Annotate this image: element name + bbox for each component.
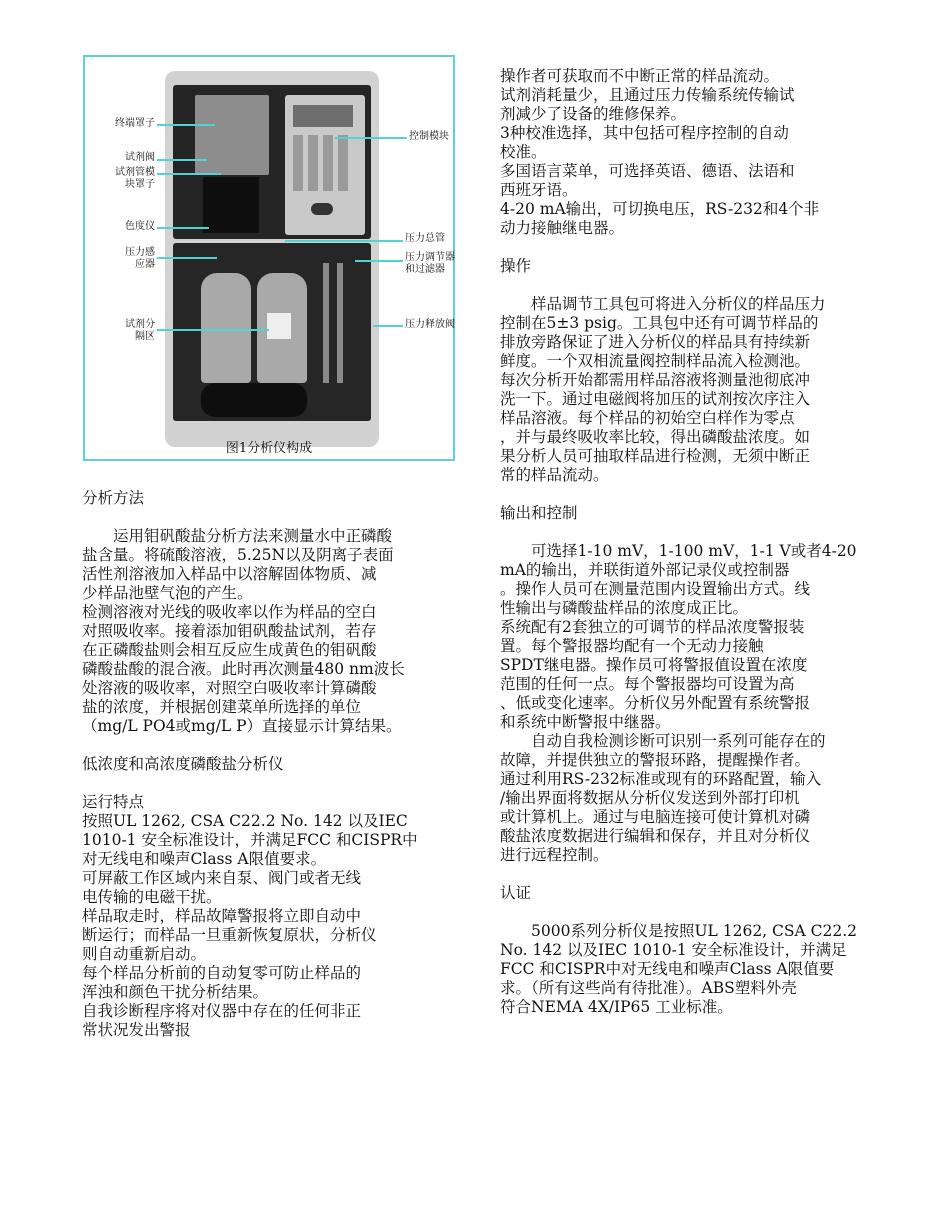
spacer: [500, 485, 880, 504]
paragraph: 运用钼矾酸盐分析方法来测量水中正磷酸 盐含量。将硫酸溶液，5.25N以及阴离子表面 活性剂溶液加入样品中以溶解固体物质、减 少样品池壁气泡的产生。: [82, 527, 394, 602]
figure-label: 压力调节器 和过滤器: [405, 252, 455, 275]
paragraph: 3种校准选择，其中包括可程序控制的自动 校准。: [500, 124, 789, 161]
paragraph: 操作者可获取而不中断正常的样品流动。: [500, 67, 780, 85]
paragraph: 可屏蔽工作区域内来自泵、阀门或者无线 电传输的电磁干扰。: [82, 869, 362, 906]
figure-label: 压力感 应器: [125, 247, 155, 270]
analyzer-figure: [83, 55, 455, 461]
control-module-photo: [285, 95, 365, 235]
figure-label: 试剂分 隔区: [125, 319, 155, 342]
paragraph: 检测溶液对光线的吸收率以作为样品的空白 对照吸收率。接着添加钼矾酸盐试剂，若存 在正磷酸盐则会相互反应生成黄色的钼矾酸 磷酸盐酸的混合液。此时再次测量480 nm波长 处溶液的吸收率，对照空白吸收率计算磷酸 盐的浓度，并根据创建菜单所选择的单位 （mg/L PO4或mg/L P）直接显示计算结果。: [82, 603, 405, 735]
spacer: [82, 508, 462, 527]
figure-label: 终端罩子: [115, 118, 155, 129]
spacer: [500, 865, 880, 884]
figure-label: 控制模块: [409, 131, 449, 142]
figure-label: 试剂阀: [125, 152, 155, 163]
upper-compartment: [173, 85, 371, 239]
spacer: [500, 238, 880, 257]
paragraph: 每个样品分析前的自动复零可防止样品的 浑浊和颜色干扰分析结果。: [82, 964, 362, 1001]
paragraph: 试剂消耗量少，且通过压力传输系统传输试 剂减少了设备的维修保养。: [500, 86, 795, 123]
paragraph: 样品取走时，样品故障警报将立即自动中 断运行；而样品一旦重新恢复原状，分析仪 则自动重新启动。: [82, 907, 377, 963]
paragraph: 自我诊断程序将对仪器中存在的任何非正 常状况发出警报: [82, 1002, 362, 1039]
left-column: [82, 489, 462, 1040]
paragraph: 多国语言菜单，可选择英语、德语、法语和 西班牙语。: [500, 162, 795, 199]
section-heading: 认证: [500, 884, 532, 902]
figure-label: 压力总管: [405, 233, 445, 244]
figure-label: 压力释放阀: [405, 319, 455, 330]
paragraph: 按照UL 1262, CSA C22.2 No. 142 以及IEC 1010-1 安全标准设计，并满足FCC 和CISPR中 对无线电和噪声Class A限值要求。: [82, 812, 418, 868]
figure-label: 色度仪: [125, 221, 155, 232]
spacer: [82, 774, 462, 793]
lower-compartment: [173, 243, 371, 421]
paragraph: 自动自我检测诊断可识别一系列可能存在的 故障，并提供独立的警报环路，提醒操作者。 通过利用RS-232标准或现有的环路配置，输入 /输出界面将数据从分析仪发送到外部打印机 或计算机上。通过与电脑连接可使计算机对磷 酸盐浓度数据进行编辑和保存，并且对分析仪 进行远程控制。: [500, 732, 826, 864]
paragraph: 可选择1-10 mV，1-100 mV，1-1 V或者4-20 mA的输出，并联街道外部记录仪或控制器 。操作人员可在测量范围内设置输出方式。线 性输出与磷酸盐样品的浓度成正比。: [500, 542, 857, 617]
section-heading: 运行特点: [82, 793, 145, 811]
spacer: [500, 523, 880, 542]
figure-label: 试剂管模 块罩子: [115, 167, 155, 190]
section-heading: 低浓度和高浓度磷酸盐分析仪: [82, 755, 284, 773]
section-heading: 输出和控制: [500, 504, 578, 522]
analyzer-photo: [165, 71, 379, 447]
spacer: [500, 276, 880, 295]
right-column: [500, 67, 880, 1017]
spacer: [82, 736, 462, 755]
figure-caption: 图1分析仪构成: [225, 441, 313, 456]
section-heading: 操作: [500, 257, 532, 275]
paragraph: 样品调节工具包可将进入分析仪的样品压力 控制在5±3 psig。工具包中还有可调节样品的 排放旁路保证了进入分析仪的样品具有持续新 鲜度。一个双相流量阀控制样品流入检测池。 每次分析开始都需用样品溶液将测量池彻底冲 洗一下。通过电磁阀将加压的试剂按次序注入 样品溶液。每个样品的初始空白样作为零点 ，并与最终吸收率比较，得出磷酸盐浓度。如 果分析人员可抽取样品进行检测，无须中断正 常的样品流动。: [500, 295, 826, 484]
paragraph: 4-20 mA输出，可切换电压，RS-232和4个非 动力接触继电器。: [500, 200, 820, 237]
reagent-bottle-left: [201, 273, 251, 383]
spacer: [500, 903, 880, 922]
paragraph: 系统配有2套独立的可调节的样品浓度警报装 置。每个警报器均配有一个无动力接触 SPDT继电器。操作员可将警报值设置在浓度 范围的任何一点。每个警报器均可设置为高 、低或变化速率。分析仪另外配置有系统警报 和系统中断警报中继器。: [500, 618, 811, 731]
paragraph: 5000系列分析仪是按照UL 1262, CSA C22.2 No. 142 以及IEC 1010-1 安全标准设计，并满足 FCC 和CISPR中对无线电和噪声Class A限值要 求。（所有这些尚有待批准）。ABS塑料外壳 符合NEMA 4X/IP65 工业标准。: [500, 922, 858, 1016]
section-heading: 分析方法: [82, 489, 145, 507]
